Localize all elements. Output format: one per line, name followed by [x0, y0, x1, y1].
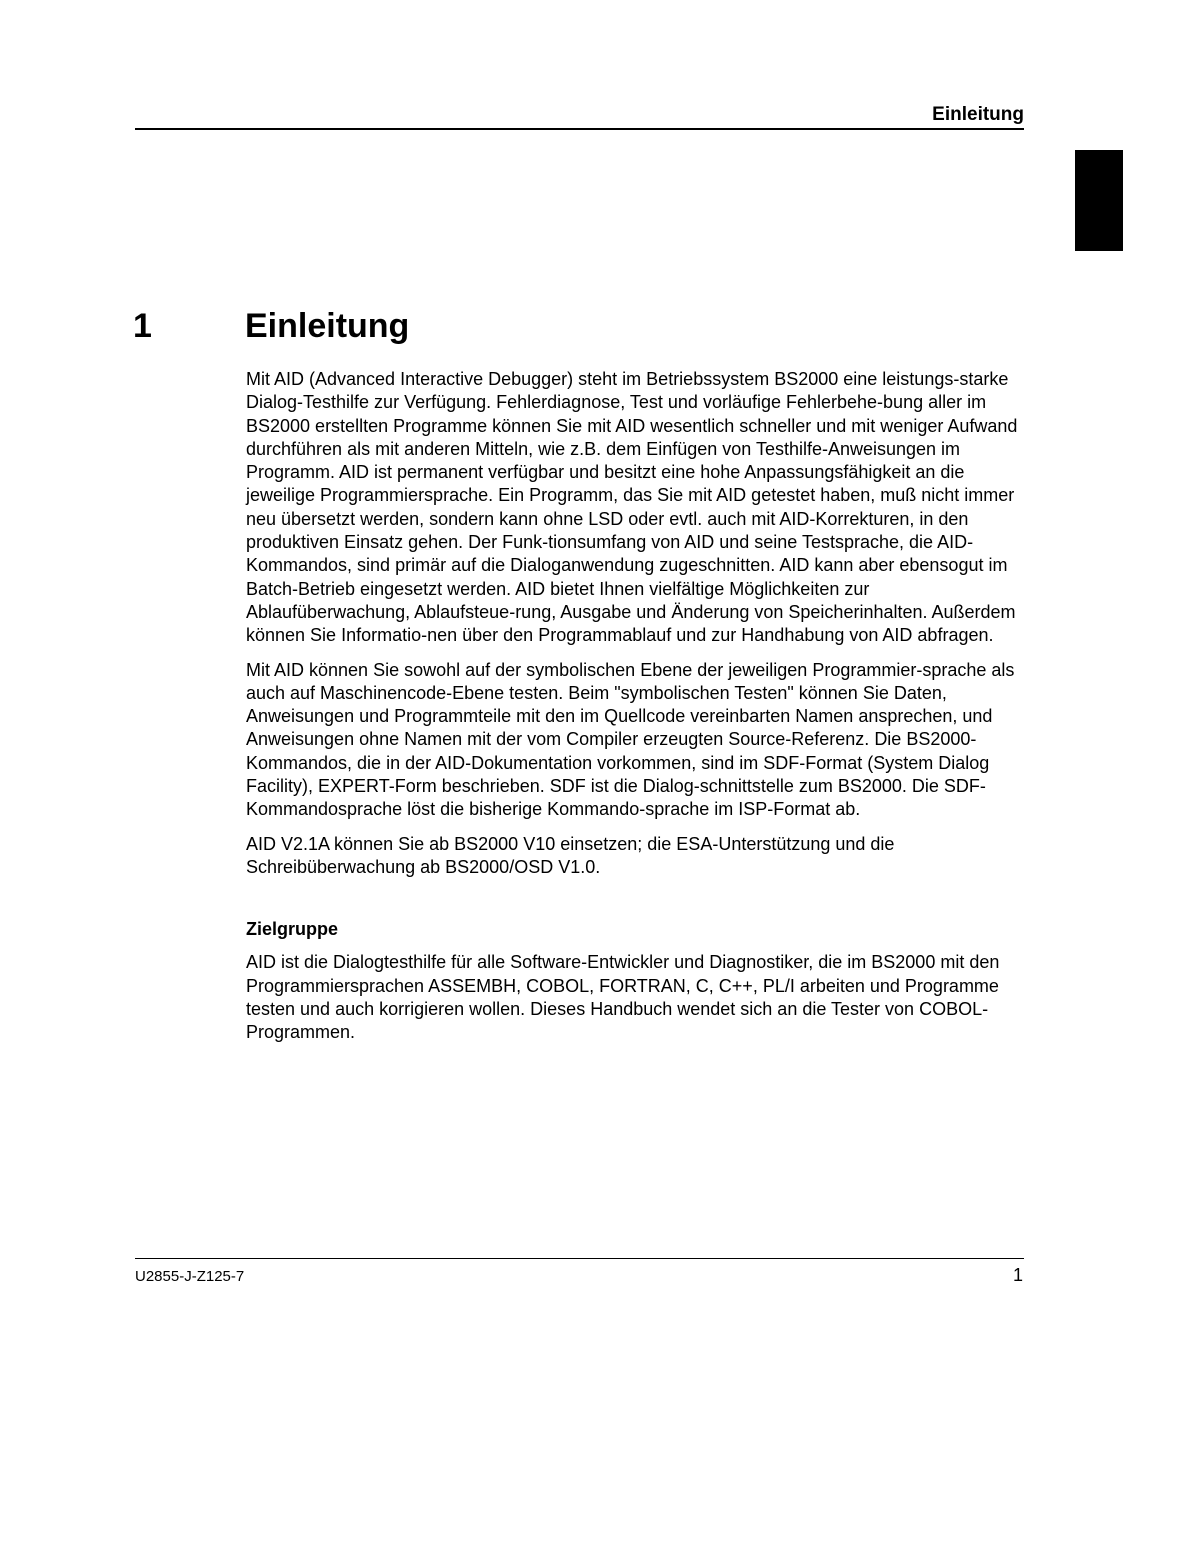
footer-page-number: 1: [1012, 1265, 1023, 1285]
body-paragraph-intro: Mit AID (Advanced Interactive Debugger) steht im Betriebssystem BS2000 eine leistungs-starke Dialog-Testhilfe zur Verfügung. Fehlerdiagnose, Test und vorläufige Fehlerbehe-bung aller im BS2000 erstellten Programme können Sie mit AID wesentlich schneller und mit weniger Aufwand durchführen als mit anderen Mitteln, wie z.B. dem Einfügen von Testhilfe-Anweisungen im Programm. AID ist permanent verfügbar und besitzt eine hohe Anpassungsfähigkeit an die jeweilige Programmiersprache. Ein Programm, das Sie mit AID getestet haben, muß nicht immer neu übersetzt werden, sondern kann ohne LSD oder evtl. auch mit AID-Korrekturen, in den produktiven Einsatz gehen. Der Funk-tionsumfang von AID und seine Testsprache, die AID-Kommandos, sind primär auf die Dialoganwendung zugeschnitten. AID kann aber ebensogut im Batch-Betrieb eingesetzt werden. AID bietet Ihnen vielfältige Möglichkeiten zur Ablaufüberwachung, Ablaufsteue-rung, Ausgabe und Änderung von Speicherinhalten. Außerdem können Sie Informatio-nen über den Programmablauf und zur Handhabung von AID abfragen.: [246, 369, 1018, 646]
chapter-number: 1: [133, 307, 152, 345]
footer-rule: [135, 1258, 1024, 1259]
body-paragraph-versions: AID V2.1A können Sie ab BS2000 V10 einsetzen; die ESA-Unterstützung und die Schreibüberwachung ab BS2000/OSD V1.0.: [246, 833, 895, 877]
chapter-title: Einleitung: [245, 307, 410, 345]
footer-doc-code: U2855-J-Z125-7: [135, 1268, 245, 1285]
header-rule: [135, 128, 1024, 130]
chapter-body: [246, 368, 1021, 1055]
section-heading-zielgruppe: Zielgruppe: [246, 919, 339, 940]
body-paragraph-symbolic-testing: Mit AID können Sie sowohl auf der symbolischen Ebene der jeweiligen Programmier-sprache als auch auf Maschinencode-Ebene testen. Beim "symbolischen Testen" können Sie Daten, Anweisungen und Programmteile mit den im Quellcode vereinbarten Namen ansprechen, und Anweisungen ohne Namen mit der vom Compiler erzeugten Source-Referenz. Die BS2000-Kommandos, die in der AID-Dokumentation vorkommen, sind im SDF-Format (System Dialog Facility), EXPERT-Form beschrieben. SDF ist die Dialog-schnittstelle zum BS2000. Die SDF-Kommandosprache löst die bisherige Kommando-sprache im ISP-Format ab.: [246, 659, 1015, 820]
chapter-thumb-tab: [1075, 150, 1123, 251]
running-header-title: Einleitung: [932, 104, 1024, 125]
section-paragraph-zielgruppe: AID ist die Dialogtesthilfe für alle Software-Entwickler und Diagnostiker, die im BS2000 mit den Programmiersprachen ASSEMBH, COBOL, FORTRAN, C, C++, PL/I arbeiten und Programme testen und auch korrigieren wollen. Dieses Handbuch wendet sich an die Tester von COBOL-Programmen.: [246, 952, 1000, 1043]
